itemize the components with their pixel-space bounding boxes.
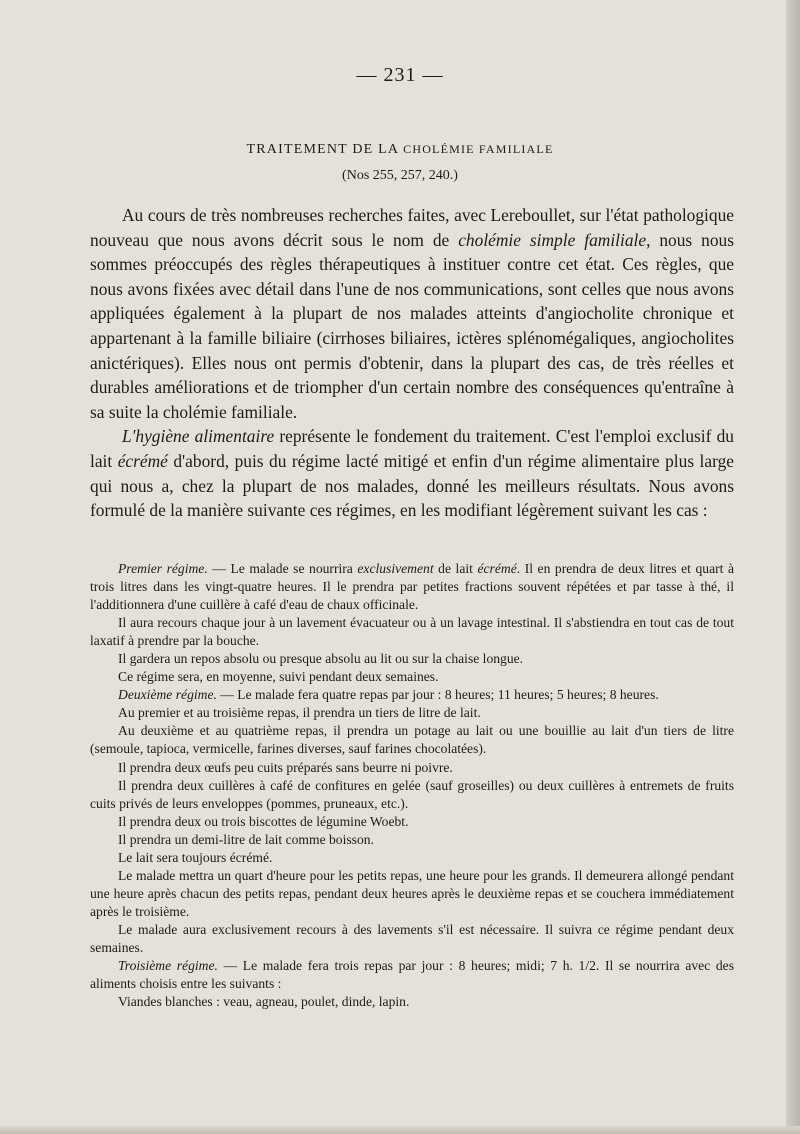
regime-1-label: Premier régime. (118, 561, 208, 576)
paragraph-2 (90, 424, 734, 522)
p1-italic: cholémie simple familiale (458, 229, 647, 250)
p2-italic2: écrémé (117, 450, 168, 471)
paragraph-1 (90, 203, 734, 424)
section-heading (0, 142, 800, 158)
regime-2-line-4: Il prendra deux œufs peu cuits préparés sans beurre ni poivre. (118, 759, 453, 775)
p1-text: Au cours de très nombreuses recherches faites, avec Lereboullet, sur l'état pathologique nouveau que nous avons décrit sous le nom de (90, 205, 734, 250)
p2-text-b: d'abord, puis du régime lacté mitigé et enfin d'un régime alimentaire plus large qui nous a, chez la plupart de nos malades, donné les meilleurs résultats. Nous avons formulé de la manière suivante ces régimes, en les modifiant légèrement suivant les cas : (90, 450, 734, 521)
regime-1 (90, 560, 734, 614)
regime-2-line-10: Le malade aura exclusivement recours à des lavements s'il est nécessaire. Il suivra ce régime pendant deux semaines. (90, 921, 734, 955)
regime-3-label: Troisième régime. (118, 958, 218, 974)
regime-2-line-7: Il prendra un demi-litre de lait comme boisson. (118, 831, 374, 847)
regime-2-line-6: Il prendra deux ou trois biscottes de légumine Woebt. (118, 813, 409, 829)
regime-2-line-3: Au deuxième et au quatrième repas, il prendra un potage au lait ou une bouillie au lait d'un tiers de litre (semoule, tapioca, vermicelle, farines diverses, sauf farines chocolatées). (90, 723, 734, 757)
regime-1-line-4: Ce régime sera, en moyenne, suivi pendant deux semaines. (118, 669, 439, 685)
r3-a: — Le malade fera trois repas par jour : 8 heures; midi; 7 h. 1/2. Il se nourrira avec des aliments choisis entre les suivants : (90, 958, 734, 992)
regime-3-line-2: Viandes blanches : veau, agneau, poulet, dinde, lapin. (118, 994, 410, 1010)
p2-text-a: représente le fondement du traitement. C'est l'emploi exclusif du lait (90, 426, 734, 471)
r1-it1: exclusivement (357, 561, 434, 576)
regime-2-line-2: Au premier et au troisième repas, il prendra un tiers de litre de lait. (118, 705, 481, 721)
page-number: — 231 — (356, 64, 444, 86)
r1-it2: écrémé (477, 561, 517, 576)
p1-rest: , nous nous sommes préoccupés des règles thérapeutiques à instituer contre cet état. Ces règles, que nous avons fixées avec détail dans l'une de nos communications, sont celles que nous avons appliquées également à la plupart de nos malades atteints d'angiocholite chronique et appartenant à la famille biliaire (cirrhoses biliaires, ictères splénomégaliques, angiocholites anictériques). Elles nous ont permis d'obtenir, dans la plupart des cas, de très réelles et durables améliorations et de triompher d'un certain nombre des conséquences qu'entraîne à sa suite la cholémie familiale. (90, 229, 734, 422)
regime-3 (90, 957, 734, 993)
regimes-text (90, 560, 734, 1011)
heading-part2: CHOLÉMIE FAMILIALE (403, 142, 554, 156)
p2-italic: L'hygiène alimentaire (122, 426, 275, 447)
main-text (90, 203, 734, 523)
r1-c: . Il en prendra de deux litres et quart à trois litres dans les vingt-quatre heures. Il le prendra par petites fractions souvent répétées et par tasse à thé, il l'additionnera d'une cuillère à café d'eau de chaux officinale. (90, 561, 734, 613)
regime-2-line-5: Il prendra deux cuillères à café de confitures en gelée (sauf groseilles) ou deux cuillères à entremets de fruits cuits privés de leurs enveloppes (pommes, pruneaux, etc.). (90, 777, 734, 811)
regime-1-line-2: Il aura recours chaque jour à un lavement évacuateur ou à un lavage intestinal. Il s'abstiendra en tout cas de tout laxatif à prendre par la bouche. (90, 615, 734, 649)
regime-2 (90, 686, 734, 704)
publication-refs: (Nos 255, 257, 240.) (342, 168, 458, 183)
r1-b: de lait (433, 561, 478, 576)
regime-2-label: Deuxième régime. (118, 687, 217, 703)
regime-1-line-3: Il gardera un repos absolu ou presque absolu au lit ou sur la chaise longue. (118, 651, 524, 667)
r2-a: — Le malade fera quatre repas par jour : 8 heures; 11 heures; 5 heures; 8 heures. (216, 687, 659, 703)
regime-2-line-8: Le lait sera toujours écrémé. (118, 849, 273, 865)
page-bottom-edge (0, 1126, 800, 1134)
regime-2-line-9: Le malade mettra un quart d'heure pour les petits repas, une heure pour les grands. Il demeurera allongé pendant une heure après chacun des petits repas, pendant deux heures après le deuxième repas et se couchera immédiatement après le troisième. (90, 867, 734, 919)
r1-a: — Le malade se nourrira (207, 561, 358, 576)
heading-part1: TRAITEMENT DE LA (246, 142, 404, 157)
